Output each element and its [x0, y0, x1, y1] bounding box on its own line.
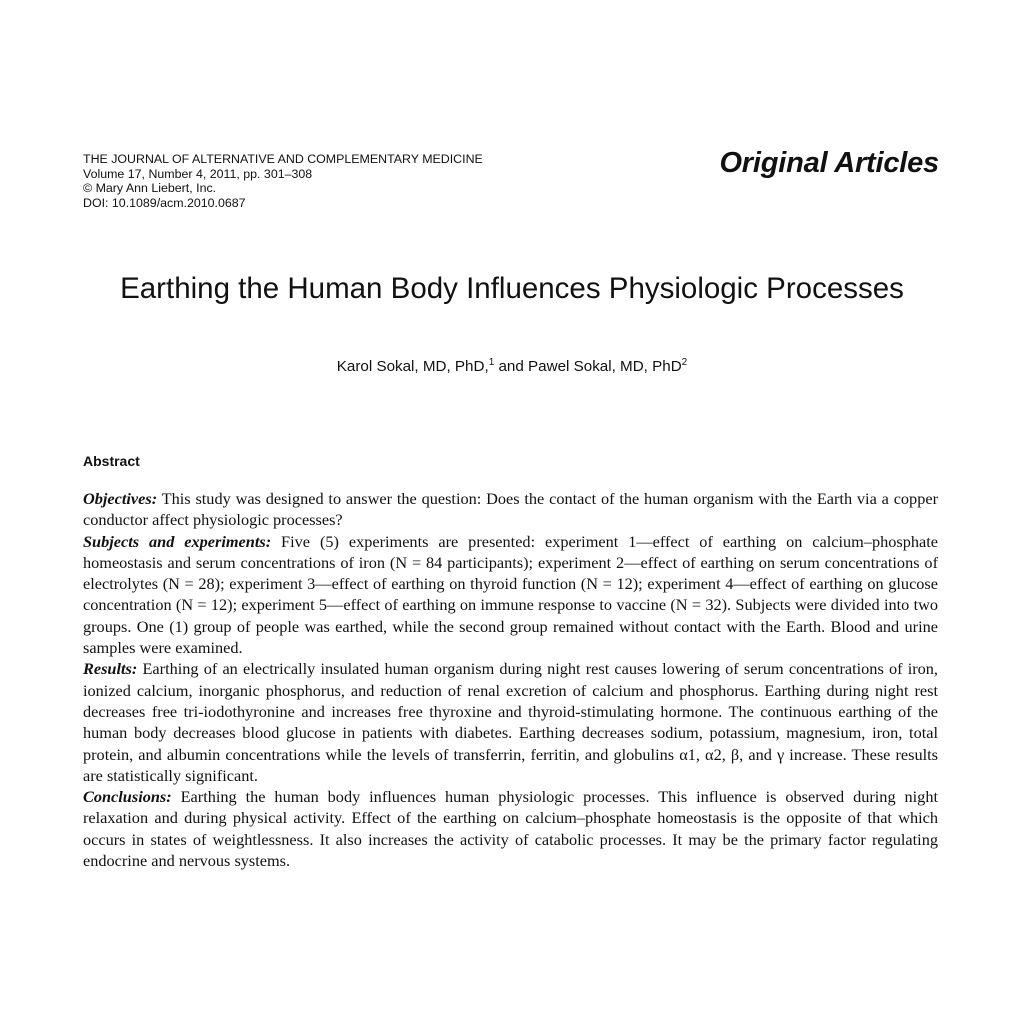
- abstract-results: [83, 658, 938, 786]
- objectives-label: Objectives:: [83, 489, 158, 508]
- subjects-text: Five (5) experiments are presented: experiment 1—effect of earthing on calcium–phosphate homeostasis and serum concentrations of iron (N = 84 participants); experiment 2—effect of earthing on serum concentrations of electrolytes (N = 28); experiment 3—effect of earthing on thyroid function (N = 12); experiment 4—effect of earthing on glucose concentration (N = 12); experiment 5—effect of earthing on immune response to vaccine (N = 32). Subjects were divided into two groups. One (1) group of people was earthed, while the second group remained without contact with the Earth. Blood and urine samples were examined.: [83, 531, 938, 658]
- objectives-text: This study was designed to answer the question: Does the contact of the human organism with the Earth via a copper conductor affect physiologic processes?: [83, 489, 938, 530]
- author-line: [0, 358, 1024, 375]
- abstract-objectives: [83, 488, 938, 531]
- conclusions-text: Earthing the human body influences human physiologic processes. This influence is observed during night relaxation and during physical activity. Effect of the earthing on calcium–phosphate homeostasis is the opposite of that which occurs in states of weightlessness. It also increases the activity of catabolic processes. It may be the primary factor regulating endocrine and nervous systems.: [83, 787, 938, 871]
- section-label: Original Articles: [719, 147, 939, 179]
- author-joiner: and Pawel Sokal, MD, PhD: [494, 358, 682, 375]
- copyright-notice: © Mary Ann Liebert, Inc.: [83, 181, 217, 196]
- journal-name: THE JOURNAL OF ALTERNATIVE AND COMPLEMENTARY MEDICINE: [83, 152, 483, 166]
- conclusions-label: Conclusions:: [83, 787, 172, 807]
- affiliation-marker-1: 1: [488, 357, 495, 368]
- abstract-subjects: [83, 531, 938, 659]
- abstract-conclusions: [83, 786, 938, 871]
- author-1: Karol Sokal, MD, PhD,: [336, 358, 489, 375]
- volume-info: Volume 17, Number 4, 2011, pp. 301–308: [83, 166, 313, 181]
- results-label: Results:: [83, 659, 138, 679]
- abstract-heading: Abstract: [83, 453, 140, 469]
- results-text: Earthing of an electrically insulated human organism during night rest causes lowering of serum concentrations of iron, ionized calcium, inorganic phosphorus, and reduction of renal excretion of calcium and phosphorus. Earthing during night rest decreases free tri-iodothyronine and increases free thyroxine and thyroid-stimulating hormone. The continuous earthing of the human body decreases blood glucose in patients with diabetes. Earthing decreases sodium, potassium, magnesium, iron, total protein, and albumin concentrations while the levels of transferrin, ferritin, and globulins α1, α2, β, and γ increase. These results are statistically significant.: [83, 659, 938, 785]
- doi: DOI: 10.1089/acm.2010.0687: [83, 195, 246, 210]
- article-title: Earthing the Human Body Influences Physiologic Processes: [120, 272, 904, 305]
- affiliation-marker-2: 2: [681, 357, 688, 368]
- abstract-body: [83, 488, 938, 871]
- subjects-label: Subjects and experiments:: [83, 531, 272, 551]
- journal-header: [83, 152, 483, 210]
